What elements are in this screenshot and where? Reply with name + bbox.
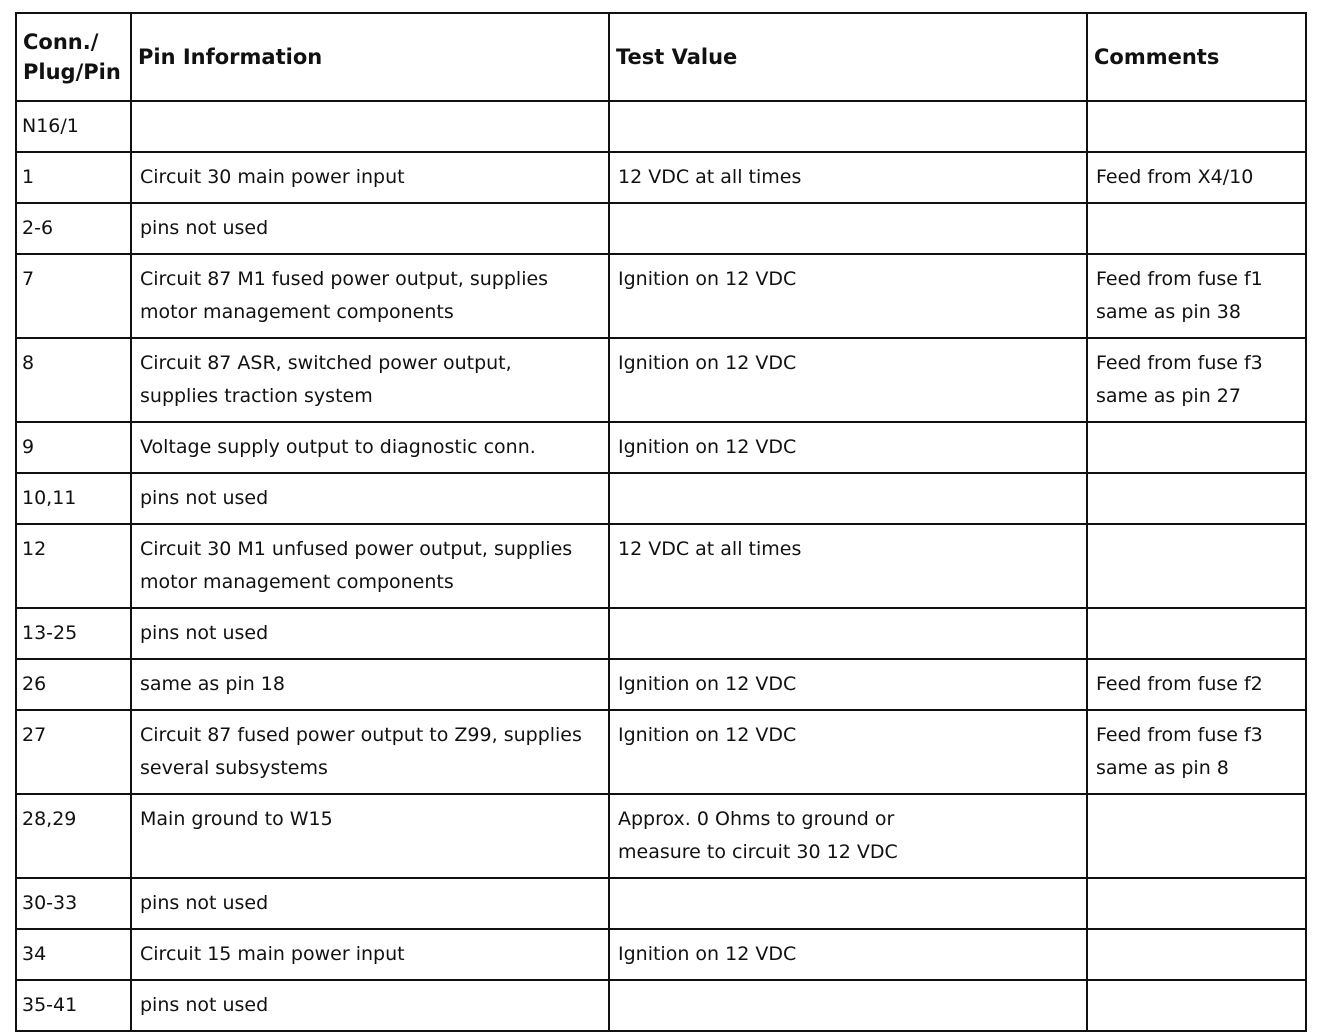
cell-test-value xyxy=(609,473,1087,524)
table-row xyxy=(16,473,1306,524)
table-header-row xyxy=(16,13,1306,101)
cell-pin: 28,29 xyxy=(16,794,131,878)
cell-pin-information: pins not used xyxy=(131,473,609,524)
cell-comments xyxy=(1087,794,1306,878)
cell-pin-information: Circuit 87 ASR, switched power output, supplies traction system xyxy=(131,338,609,422)
cell-comments: Feed from fuse f3 same as pin 27 xyxy=(1087,338,1306,422)
cell-test-value xyxy=(609,878,1087,929)
table-row xyxy=(16,710,1306,794)
cell-pin-information: Voltage supply output to diagnostic conn. xyxy=(131,422,609,473)
table-row xyxy=(16,608,1306,659)
cell-pin-information: pins not used xyxy=(131,878,609,929)
cell-pin-information: Circuit 87 fused power output to Z99, supplies several subsystems xyxy=(131,710,609,794)
table-row xyxy=(16,338,1306,422)
table-row xyxy=(16,659,1306,710)
header-conn-plug-pin: Conn./ Plug/Pin xyxy=(16,13,131,101)
table-row xyxy=(16,203,1306,254)
cell-pin: 2-6 xyxy=(16,203,131,254)
cell-pin: 7 xyxy=(16,254,131,338)
table-row xyxy=(16,101,1306,152)
table-row xyxy=(16,878,1306,929)
cell-comments xyxy=(1087,422,1306,473)
table-row xyxy=(16,929,1306,980)
table-row xyxy=(16,980,1306,1031)
cell-pin-information xyxy=(131,101,609,152)
cell-comments: Feed from fuse f2 xyxy=(1087,659,1306,710)
cell-comments xyxy=(1087,473,1306,524)
cell-pin-information: pins not used xyxy=(131,608,609,659)
table-row xyxy=(16,794,1306,878)
header-comments: Comments xyxy=(1087,13,1306,101)
header-pin-information: Pin Information xyxy=(131,13,609,101)
cell-comments xyxy=(1087,608,1306,659)
cell-pin: 30-33 xyxy=(16,878,131,929)
cell-test-value: Ignition on 12 VDC xyxy=(609,422,1087,473)
cell-comments xyxy=(1087,203,1306,254)
cell-comments xyxy=(1087,101,1306,152)
cell-test-value: Approx. 0 Ohms to ground or measure to circuit 30 12 VDC xyxy=(609,794,1087,878)
cell-test-value xyxy=(609,980,1087,1031)
header-test-value: Test Value xyxy=(609,13,1087,101)
cell-test-value xyxy=(609,101,1087,152)
cell-test-value xyxy=(609,203,1087,254)
cell-pin-information: pins not used xyxy=(131,980,609,1031)
cell-test-value: Ignition on 12 VDC xyxy=(609,659,1087,710)
table-row xyxy=(16,422,1306,473)
cell-pin: 27 xyxy=(16,710,131,794)
cell-pin: 26 xyxy=(16,659,131,710)
cell-comments xyxy=(1087,929,1306,980)
table-row xyxy=(16,152,1306,203)
cell-pin-information: Circuit 87 M1 fused power output, supplies motor management components xyxy=(131,254,609,338)
cell-comments: Feed from fuse f3 same as pin 8 xyxy=(1087,710,1306,794)
cell-test-value xyxy=(609,608,1087,659)
cell-comments: Feed from fuse f1 same as pin 38 xyxy=(1087,254,1306,338)
cell-pin-information: Circuit 30 M1 unfused power output, supplies motor management components xyxy=(131,524,609,608)
cell-pin: 9 xyxy=(16,422,131,473)
cell-test-value: Ignition on 12 VDC xyxy=(609,254,1087,338)
cell-pin: 8 xyxy=(16,338,131,422)
cell-test-value: 12 VDC at all times xyxy=(609,152,1087,203)
cell-pin: 13-25 xyxy=(16,608,131,659)
cell-pin: 12 xyxy=(16,524,131,608)
table-row xyxy=(16,524,1306,608)
cell-pin: 34 xyxy=(16,929,131,980)
cell-test-value: Ignition on 12 VDC xyxy=(609,710,1087,794)
cell-test-value: 12 VDC at all times xyxy=(609,524,1087,608)
cell-pin: 10,11 xyxy=(16,473,131,524)
table-row xyxy=(16,254,1306,338)
cell-pin-information: Circuit 30 main power input xyxy=(131,152,609,203)
cell-pin-information: Circuit 15 main power input xyxy=(131,929,609,980)
cell-pin-information: Main ground to W15 xyxy=(131,794,609,878)
cell-comments xyxy=(1087,524,1306,608)
cell-comments: Feed from X4/10 xyxy=(1087,152,1306,203)
cell-pin-information: pins not used xyxy=(131,203,609,254)
cell-test-value: Ignition on 12 VDC xyxy=(609,338,1087,422)
cell-pin-information: same as pin 18 xyxy=(131,659,609,710)
cell-comments xyxy=(1087,878,1306,929)
cell-test-value: Ignition on 12 VDC xyxy=(609,929,1087,980)
cell-pin: 1 xyxy=(16,152,131,203)
cell-comments xyxy=(1087,980,1306,1031)
cell-pin: 35-41 xyxy=(16,980,131,1031)
pin-information-table xyxy=(15,12,1307,1032)
cell-pin: N16/1 xyxy=(16,101,131,152)
